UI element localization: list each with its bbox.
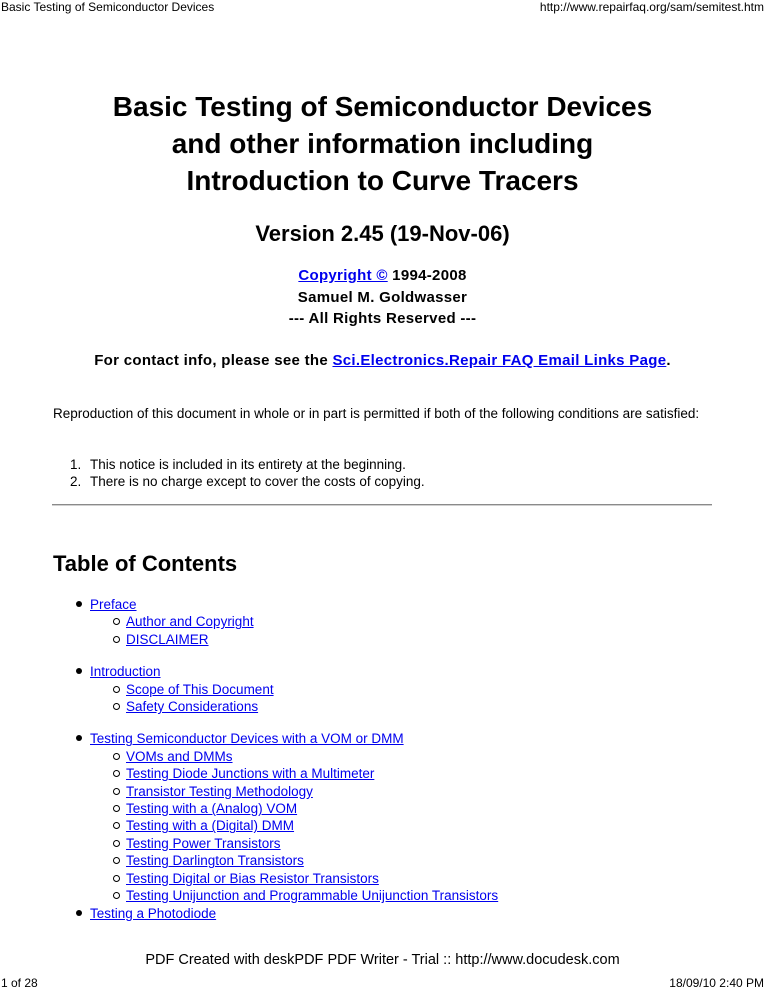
version-heading: Version 2.45 (19-Nov-06): [255, 221, 510, 246]
disc-bullet-icon: [76, 601, 82, 607]
conditions-list: [70, 456, 425, 490]
disc-bullet-icon: [76, 910, 82, 916]
list-item: [70, 473, 425, 490]
toc-link-preface[interactable]: Preface: [90, 597, 137, 612]
circle-bullet-icon: [113, 636, 120, 643]
condition-number: 2.: [70, 474, 82, 489]
list-item: [112, 765, 498, 782]
toc-link[interactable]: Safety Considerations: [126, 699, 259, 715]
toc-link[interactable]: Transistor Testing Methodology: [126, 783, 313, 799]
rights-reserved: --- All Rights Reserved ---: [288, 310, 477, 327]
toc-section-testing-vom-dmm: [76, 730, 498, 904]
page-header-url: http://www.repairfaq.org/sam/semitest.htm: [539, 0, 764, 14]
toc-section-preface: [76, 596, 498, 648]
list-item: [112, 835, 498, 852]
toc-link[interactable]: DISCLAIMER: [126, 631, 209, 647]
list-item: [112, 698, 498, 715]
print-datetime: 18/09/10 2:40 PM: [669, 976, 764, 990]
list-item: [112, 852, 498, 869]
circle-bullet-icon: [113, 753, 120, 760]
toc-link[interactable]: VOMs and DMMs: [126, 748, 233, 764]
toc-link-testing-vom-dmm[interactable]: Testing Semiconductor Devices with a VOM or DMM: [90, 731, 404, 747]
title-line: and other information including: [171, 128, 594, 159]
toc-link[interactable]: Testing Diode Junctions with a Multimeter: [126, 766, 375, 782]
copyright-years: 1994-2008: [387, 267, 467, 284]
toc-link[interactable]: Testing with a (Digital) DMM: [126, 818, 295, 834]
page-count: 1 of 28: [1, 976, 38, 990]
list-item: [112, 817, 498, 834]
contact-prefix: For contact info, please see the: [94, 352, 333, 369]
toc-heading: Table of Contents: [53, 551, 238, 576]
author-name: Samuel M. Goldwasser: [297, 288, 468, 306]
condition-text: This notice is included in its entirety at the beginning.: [90, 457, 406, 472]
condition-text: There is no charge except to cover the costs of copying.: [90, 474, 425, 489]
title-line: Basic Testing of Semiconductor Devices: [112, 91, 653, 122]
copyright-block: [0, 265, 765, 330]
pdf-creator-note: PDF Created with deskPDF PDF Writer - Trial :: http://www.docudesk.com: [145, 952, 620, 968]
list-item: [112, 800, 498, 817]
horizontal-divider: [52, 504, 712, 506]
title-line: Introduction to Curve Tracers: [186, 165, 579, 196]
contact-info: [0, 351, 765, 371]
condition-number: 1.: [70, 457, 82, 472]
toc-link-photodiode[interactable]: Testing a Photodiode: [90, 905, 217, 921]
circle-bullet-icon: [113, 822, 120, 829]
toc-link[interactable]: Testing Digital or Bias Resistor Transistors: [126, 870, 379, 886]
table-of-contents: [76, 596, 498, 922]
toc-section-introduction: [76, 663, 498, 715]
list-item: [112, 613, 498, 630]
toc-link[interactable]: Testing Darlington Transistors: [126, 853, 304, 869]
circle-bullet-icon: [113, 805, 120, 812]
copyright-link[interactable]: Copyright ©: [298, 267, 388, 284]
toc-section-photodiode: [76, 905, 498, 922]
toc-link[interactable]: Scope of This Document: [126, 681, 274, 697]
disc-bullet-icon: [76, 668, 82, 674]
circle-bullet-icon: [113, 875, 120, 882]
list-item: [112, 783, 498, 800]
list-item: [70, 456, 425, 473]
toc-link[interactable]: Testing Unijunction and Programmable Unijunction Transistors: [126, 888, 499, 904]
list-item: [112, 887, 498, 904]
list-item: [112, 631, 498, 648]
document-title: [0, 88, 765, 199]
circle-bullet-icon: [113, 788, 120, 795]
reproduction-notice: Reproduction of this document in whole or in part is permitted if both of the following conditions are satisfied:: [53, 406, 700, 421]
list-item: [112, 681, 498, 698]
circle-bullet-icon: [113, 892, 120, 899]
circle-bullet-icon: [113, 840, 120, 847]
circle-bullet-icon: [113, 686, 120, 693]
contact-suffix: .: [666, 352, 671, 369]
toc-link[interactable]: Testing Power Transistors: [126, 835, 281, 851]
toc-link-introduction[interactable]: Introduction: [90, 664, 161, 680]
circle-bullet-icon: [113, 618, 120, 625]
page-header-title: Basic Testing of Semiconductor Devices: [1, 0, 215, 14]
toc-link[interactable]: Testing with a (Analog) VOM: [126, 801, 298, 817]
email-links-page-link[interactable]: Sci.Electronics.Repair FAQ Email Links Page: [332, 352, 667, 369]
disc-bullet-icon: [76, 735, 82, 741]
circle-bullet-icon: [113, 857, 120, 864]
toc-link[interactable]: Author and Copyright: [126, 614, 254, 630]
circle-bullet-icon: [113, 703, 120, 710]
list-item: [112, 870, 498, 887]
circle-bullet-icon: [113, 770, 120, 777]
list-item: [112, 748, 498, 765]
